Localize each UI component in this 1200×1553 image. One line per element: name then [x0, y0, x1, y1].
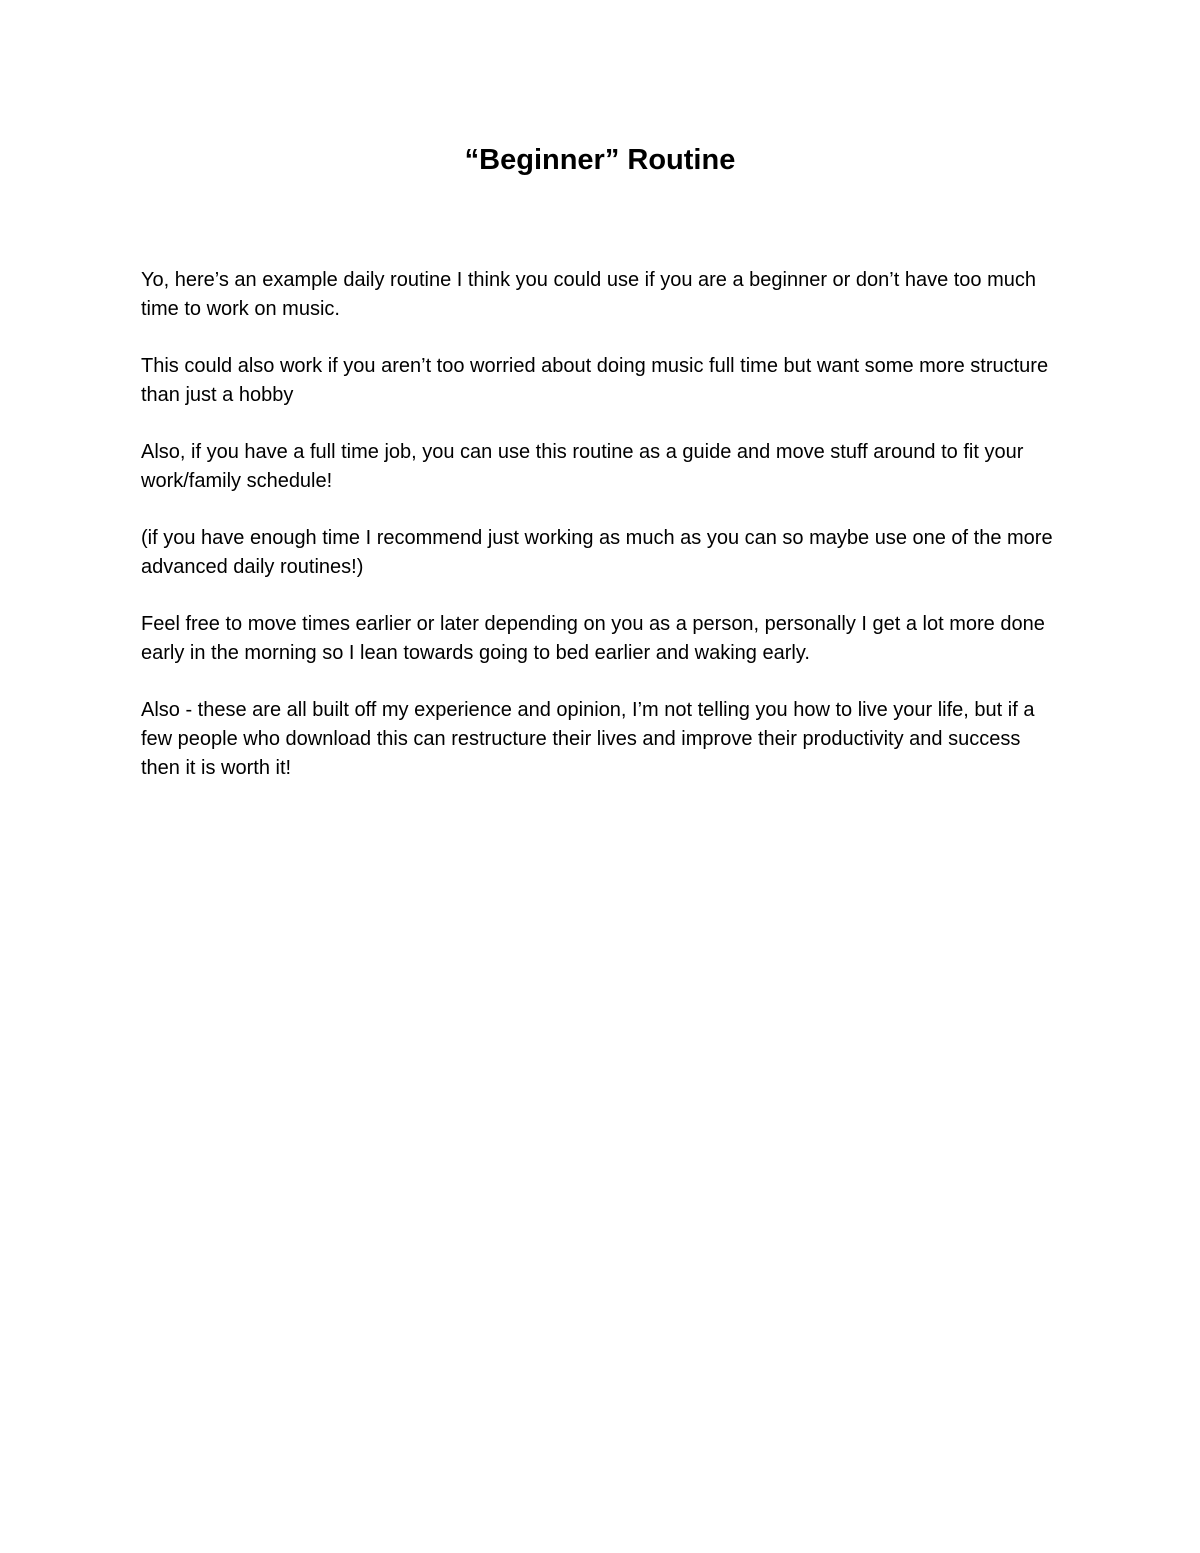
- paragraph-structure: This could also work if you aren’t too worried about doing music full time but want some more structure than just a hobby: [141, 355, 1049, 406]
- paragraph-intro: Yo, here’s an example daily routine I think you could use if you are a beginner or don’t have too much time to work on music.: [141, 269, 1037, 320]
- paragraph-advanced-routines: (if you have enough time I recommend just working as much as you can so maybe use one of the more advanced daily routines!): [141, 527, 1053, 578]
- paragraph-disclaimer: Also - these are all built off my experience and opinion, I’m not telling you how to live your life, but if a few people who download this can restructure their lives and improve their productivity and success then it is worth it!: [141, 699, 1035, 779]
- page-title: “Beginner” Routine: [464, 144, 736, 176]
- paragraph-timing: Feel free to move times earlier or later depending on you as a person, personally I get a lot more done early in the morning so I lean towards going to bed earlier and waking early.: [141, 613, 1045, 664]
- document-body: [141, 266, 1061, 811]
- paragraph-full-time-job: Also, if you have a full time job, you can use this routine as a guide and move stuff around to fit your work/family schedule!: [141, 441, 1024, 492]
